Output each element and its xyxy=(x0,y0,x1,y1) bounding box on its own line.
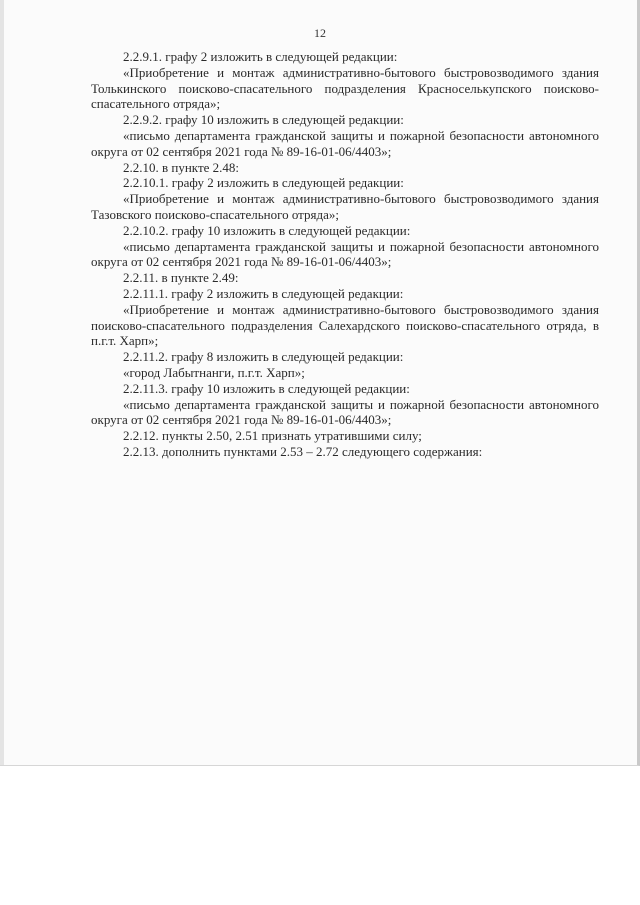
paragraph: 2.2.11.2. графу 8 изложить в следующей редакции: xyxy=(123,349,404,365)
paragraph: 2.2.13. дополнить пунктами 2.53 – 2.72 следующего содержания: xyxy=(123,443,483,459)
paragraph: «письмо департамента гражданской защиты и пожарной безопасности автономного округа от 02 сентября 2021 года № 89-16-01-06/4403»; xyxy=(91,396,599,428)
paragraph: 2.2.9.2. графу 10 изложить в следующей редакции: xyxy=(123,112,404,128)
paragraph: «Приобретение и монтаж административно-бытового быстровозводимого здания Толькинского поисково-спасательного подразделения Красноселькупского поисково-спасательного отряда»; xyxy=(91,64,599,112)
paragraph: «Приобретение и монтаж административно-бытового быстровозводимого здания Тазовского поисково-спасательного отряда»; xyxy=(91,191,599,222)
paragraph: 2.2.10.1. графу 2 изложить в следующей редакции: xyxy=(123,175,404,191)
document-body xyxy=(91,49,599,460)
paragraph: 2.2.10. в пункте 2.48: xyxy=(123,159,240,175)
paragraph: 2.2.10.2. графу 10 изложить в следующей редакции: xyxy=(123,222,411,238)
scan-edge xyxy=(0,0,4,766)
paragraph: 2.2.11.3. графу 10 изложить в следующей редакции: xyxy=(123,380,410,396)
paragraph: «письмо департамента гражданской защиты и пожарной безопасности автономного округа от 02 сентября 2021 года № 89-16-01-06/4403»; xyxy=(91,238,599,270)
paragraph: 2.2.12. пункты 2.50, 2.51 признать утратившими силу; xyxy=(123,428,422,444)
paragraph: 2.2.11.1. графу 2 изложить в следующей редакции: xyxy=(123,285,404,301)
paragraph: 2.2.11. в пункте 2.49: xyxy=(123,270,239,286)
paragraph: «письмо департамента гражданской защиты и пожарной безопасности автономного округа от 02 сентября 2021 года № 89-16-01-06/4403»; xyxy=(91,127,599,159)
paragraph: «Приобретение и монтаж административно-бытового быстровозводимого здания поисково-спасательного подразделения Салехардского поисково-спасательного отряда, в п.г.т. Харп»; xyxy=(91,301,599,349)
page-number: 12 xyxy=(314,26,326,40)
paragraph: «город Лабытнанги, п.г.т. Харп»; xyxy=(123,364,305,380)
paragraph: 2.2.9.1. графу 2 изложить в следующей редакции: xyxy=(123,49,398,64)
